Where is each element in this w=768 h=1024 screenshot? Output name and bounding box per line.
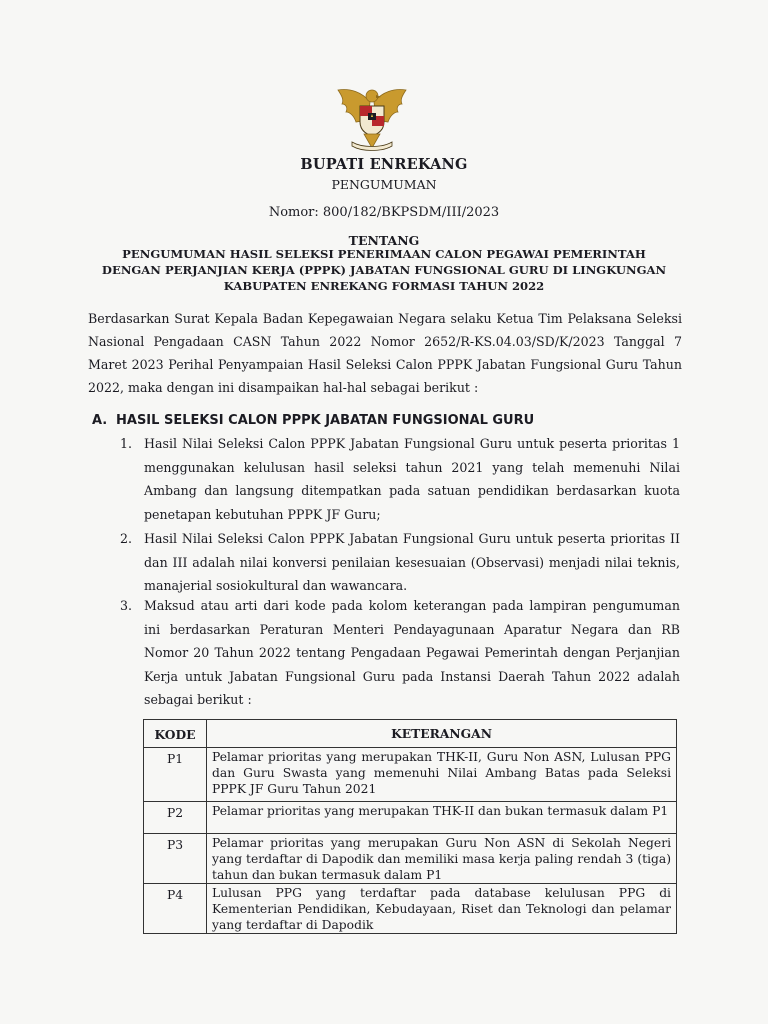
description-cell: Pelamar prioritas yang merupakan THK-II, Guru Non ASN, Lulusan PPG dan Guru Swasta yang memenuhi Nilai Ambang Batas pada Seleksi PPPK JF Guru Tahun 2021: [207, 748, 677, 802]
document-number: Nomor: 800/182/BKPSDM/III/2023: [268, 205, 500, 220]
description-cell: Pelamar prioritas yang merupakan Guru Non ASN di Sekolah Negeri yang terdaftar di Dapodik dan memiliki masa kerja paling rendah 3 (tiga) tahun dan bukan termasuk dalam P1: [207, 834, 677, 884]
list-item-number: 3.: [120, 598, 133, 613]
subject-line: PENGUMUMAN HASIL SELEKSI PENERIMAAN CALON PEGAWAI PEMERINTAH: [122, 247, 646, 261]
column-header-keterangan: KETERANGAN: [207, 720, 677, 748]
code-table: [143, 719, 677, 934]
subject-heading: [60, 246, 708, 294]
table-header-row: [144, 720, 677, 748]
document-type: PENGUMUMAN: [331, 177, 437, 192]
column-header-kode: KODE: [144, 720, 207, 748]
section-letter: A.: [92, 413, 108, 428]
list-item-text: Hasil Nilai Seleksi Calon PPPK Jabatan Fungsional Guru untuk peserta prioritas II dan III adalah nilai konversi penilaian kesesuaian (Observasi) menjadi nilai teknis, manajerial sosiokultural dan wawancara.: [144, 531, 680, 593]
subject-label: TENTANG: [348, 233, 420, 248]
list-item-text: Hasil Nilai Seleksi Calon PPPK Jabatan Fungsional Guru untuk peserta prioritas 1 menggunakan kelulusan hasil seleksi tahun 2021 yang telah memenuhi Nilai Ambang dan langsung ditempatkan pada satuan pendidikan berdasarkan kuota penetapan kebutuhan PPPK JF Guru;: [144, 436, 680, 522]
subject-line: KABUPATEN ENREKANG FORMASI TAHUN 2022: [223, 279, 545, 293]
section-title: HASIL SELEKSI CALON PPPK JABATAN FUNGSIONAL GURU: [116, 413, 535, 428]
subject-line: DENGAN PERJANJIAN KERJA (PPPK) JABATAN FUNGSIONAL GURU DI LINGKUNGAN: [101, 263, 667, 277]
intro-paragraph: Berdasarkan Surat Kepala Badan Kepegawaian Negara selaku Ketua Tim Pelaksana Seleksi Nasional Pengadaan CASN Tahun 2022 Nomor 2652/R-KS.04.03/SD/K/2023 Tanggal 7 Maret 2023 Perihal Penyampaian Hasil Seleksi Calon PPPK Jabatan Fungsional Guru Tahun 2022, maka dengan ini disampaikan hal-hal sebagai berikut :: [88, 311, 682, 395]
code-cell: P1: [144, 748, 207, 802]
section-a-heading: [92, 413, 534, 428]
list-item: [120, 432, 680, 526]
list-item-text: Maksud atau arti dari kode pada kolom keterangan pada lampiran pengumuman ini berdasarkan Peraturan Menteri Pendayagunaan Aparatur Negara dan RB Nomor 20 Tahun 2022 tentang Pengadaan Pegawai Pemerintah dengan Perjanjian Kerja untuk Jabatan Fungsional Guru pada Instansi Daerah Tahun 2022 adalah sebagai berikut :: [144, 598, 680, 707]
table-row: [144, 748, 677, 802]
table-row: [144, 802, 677, 834]
list-item-number: 1.: [120, 436, 133, 451]
list-item: [120, 594, 680, 712]
description-cell: Lulusan PPG yang terdaftar pada database kelulusan PPG di Kementerian Pendidikan, Kebudayaan, Riset dan Teknologi dan pelamar yang terdaftar di Dapodik: [207, 884, 677, 934]
table-row: [144, 884, 677, 934]
description-cell: Pelamar prioritas yang merupakan THK-II dan bukan termasuk dalam P1: [207, 802, 677, 834]
list-item-number: 2.: [120, 531, 133, 546]
garuda-emblem-icon: [332, 82, 412, 154]
code-cell: P3: [144, 834, 207, 884]
list-item: [120, 527, 680, 598]
document-title: BUPATI ENREKANG: [300, 156, 468, 173]
code-cell: P2: [144, 802, 207, 834]
table-row: [144, 834, 677, 884]
code-cell: P4: [144, 884, 207, 934]
